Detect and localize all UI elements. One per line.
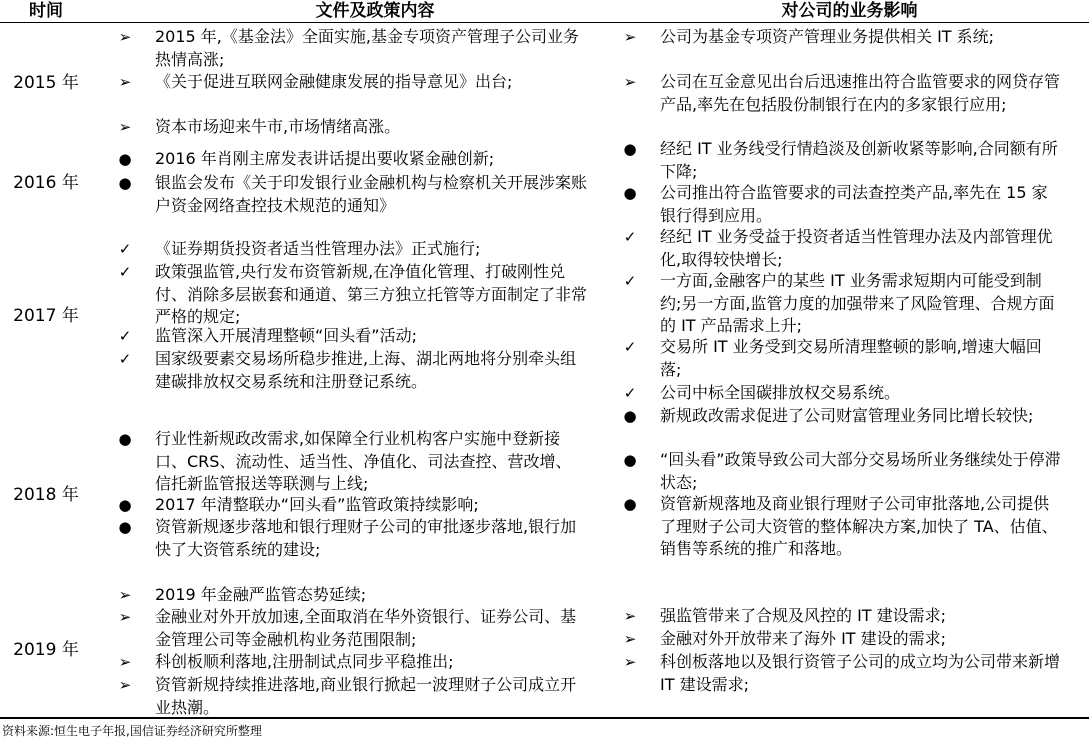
impact-item: ✓ 交易所 IT 业务受到交易所清理整顿的影响,增速大幅回落;	[660, 336, 1062, 381]
impact-item: ● “回头看”政策导致公司大部分交易场所业务继续处于停滞状态;	[660, 449, 1062, 494]
policy-item: ➢ 2019 年金融严监管态势延续;	[155, 584, 587, 607]
arrow-bullet-icon: ➢	[118, 676, 132, 694]
year-2015: 2015 年	[13, 73, 79, 93]
header-rule	[0, 22, 1089, 23]
arrow-bullet-icon: ➢	[623, 607, 637, 625]
policy-item: ➢ 2015 年,《基金法》全面实施,基金专项资产管理子公司业务热情高涨;	[155, 26, 587, 71]
dot-bullet-icon: ●	[118, 174, 132, 192]
policy-item: ➢ 《关于促进互联网金融健康发展的指导意见》出台;	[155, 71, 587, 94]
impact-item: ➢ 强监管带来了合规及风控的 IT 建设需求;	[660, 605, 1062, 628]
impact-item: ● 经纪 IT 业务线受行情趋淡及创新收紧等影响,合同额有所下降;	[660, 138, 1062, 183]
dot-bullet-icon: ●	[623, 407, 637, 425]
arrow-bullet-icon: ➢	[118, 73, 132, 91]
arrow-bullet-icon: ➢	[118, 28, 132, 46]
footer-rule	[0, 717, 1089, 719]
arrow-bullet-icon: ➢	[623, 630, 637, 648]
check-bullet-icon: ✓	[623, 384, 637, 402]
arrow-bullet-icon: ➢	[623, 653, 637, 671]
impact-item: ● 资管新规落地及商业银行理财子公司审批落地,公司提供了理财子公司大资管的整体解决方案,加快了 TA、估值、销售等系统的推广和落地。	[660, 493, 1062, 561]
impact-item: ✓ 公司中标全国碳排放权交易系统。	[660, 382, 1062, 405]
impact-item: ➢ 科创板落地以及银行资管子公司的成立均为公司带来新增 IT 建设需求;	[660, 651, 1062, 696]
policy-item: ● 资管新规逐步落地和银行理财子公司的审批逐步落地,银行加快了大资管系统的建设;	[155, 516, 587, 561]
policy-item: ● 行业性新规政改需求,如保障全行业机构客户实施中登新接口、CRS、流动性、适当性、净值化、司法查控、营改增、信托新监管报送等联测与上线;	[155, 428, 587, 496]
arrow-bullet-icon: ➢	[623, 73, 637, 91]
year-2017: 2017 年	[13, 306, 79, 326]
policy-item: ➢ 科创板顺利落地,注册制试点同步平稳推出;	[155, 651, 587, 674]
dot-bullet-icon: ●	[623, 495, 637, 513]
arrow-bullet-icon: ➢	[623, 28, 637, 46]
policy-item: ➢ 资管新规持续推进落地,商业银行掀起一波理财子公司成立开业热潮。	[155, 674, 587, 719]
policy-item: ➢ 金融业对外开放加速,全面取消在华外资银行、证券公司、基金管理公司等金融机构业务范围限制;	[155, 606, 587, 651]
policy-item: ● 银监会发布《关于印发银行业金融机构与检察机关开展涉案账户资金网络查控技术规范的通知》	[155, 172, 587, 217]
dot-bullet-icon: ●	[118, 496, 132, 514]
check-bullet-icon: ✓	[118, 350, 132, 368]
source-note: 资料来源:恒生电子年报,国信证券经济研究所整理	[2, 724, 262, 738]
header-time: 时间	[29, 1, 63, 21]
arrow-bullet-icon: ➢	[118, 653, 132, 671]
arrow-bullet-icon: ➢	[118, 118, 132, 136]
dot-bullet-icon: ●	[623, 140, 637, 158]
dot-bullet-icon: ●	[118, 430, 132, 448]
impact-item: ● 公司推出符合监管要求的司法查控类产品,率先在 15 家银行得到应用。	[660, 182, 1062, 227]
dot-bullet-icon: ●	[623, 451, 637, 469]
policy-item: ✓ 《证券期货投资者适当性管理办法》正式施行;	[155, 238, 587, 261]
policy-item: ✓ 国家级要素交易场所稳步推进,上海、湖北两地将分别牵头组建碳排放权交易系统和注册登记系统。	[155, 348, 587, 393]
impact-item: ● 新规政改需求促进了公司财富管理业务同比增长较快;	[660, 405, 1062, 428]
dot-bullet-icon: ●	[118, 518, 132, 536]
policy-item: ● 2017 年清整联办“回头看”监管政策持续影响;	[155, 494, 587, 517]
year-2018: 2018 年	[13, 485, 79, 505]
check-bullet-icon: ✓	[623, 272, 637, 290]
dot-bullet-icon: ●	[118, 150, 132, 168]
policy-item: ➢ 资本市场迎来牛市,市场情绪高涨。	[155, 116, 587, 139]
dot-bullet-icon: ●	[623, 184, 637, 202]
check-bullet-icon: ✓	[118, 240, 132, 258]
header-impact: 对公司的业务影响	[781, 1, 918, 21]
check-bullet-icon: ✓	[623, 338, 637, 356]
year-2019: 2019 年	[13, 640, 79, 660]
impact-item: ✓ 一方面,金融客户的某些 IT 业务需求短期内可能受到制约;另一方面,监管力度的加强带来了风险管理、合规方面的 IT 产品需求上升;	[660, 270, 1062, 338]
policy-item: ● 2016 年肖刚主席发表讲话提出要收紧金融创新;	[155, 148, 587, 171]
policy-item: ✓ 监管深入开展清理整顿“回头看”活动;	[155, 325, 587, 348]
impact-item: ➢ 公司为基金专项资产管理业务提供相关 IT 系统;	[660, 26, 1062, 49]
check-bullet-icon: ✓	[118, 263, 132, 281]
impact-item: ➢ 金融对外开放带来了海外 IT 建设的需求;	[660, 628, 1062, 651]
arrow-bullet-icon: ➢	[118, 586, 132, 604]
policy-item: ✓ 政策强监管,央行发布资管新规,在净值化管理、打破刚性兑付、消除多层嵌套和通道、第三方独立托管等方面制定了非常严格的规定;	[155, 261, 587, 329]
impact-item: ✓ 经纪 IT 业务受益于投资者适当性管理办法及内部管理优化,取得较快增长;	[660, 226, 1062, 271]
check-bullet-icon: ✓	[118, 327, 132, 345]
header-policy: 文件及政策内容	[315, 1, 435, 21]
year-2016: 2016 年	[13, 173, 79, 193]
arrow-bullet-icon: ➢	[118, 608, 132, 626]
impact-item: ➢ 公司在互金意见出台后迅速推出符合监管要求的网贷存管产品,率先在包括股份制银行在内的多家银行应用;	[660, 71, 1062, 116]
check-bullet-icon: ✓	[623, 228, 637, 246]
